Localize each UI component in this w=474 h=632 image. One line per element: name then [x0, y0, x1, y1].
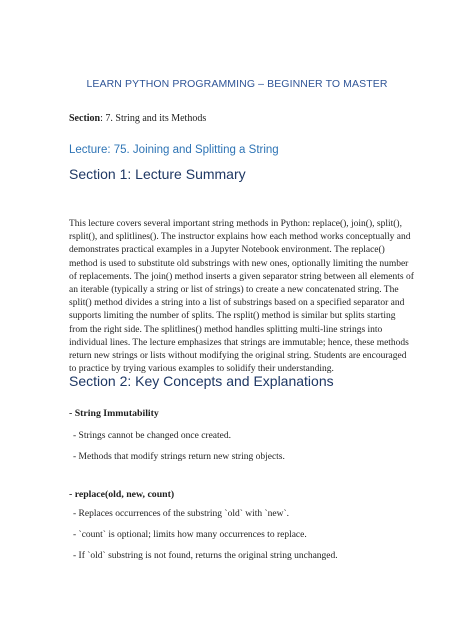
section-label: Section — [69, 113, 101, 124]
concept-item: - `count` is optional; limits how many occurrences to replace. — [73, 530, 307, 540]
section1-heading: Section 1: Lecture Summary — [69, 166, 246, 182]
section2-heading: Section 2: Key Concepts and Explanations — [69, 373, 334, 389]
concept-item: - Strings cannot be changed once created. — [73, 431, 232, 441]
concept-title: - String Immutability — [69, 408, 159, 419]
section-value: : 7. String and its Methods — [100, 113, 207, 124]
concept-item: - If `old` substring is not found, returns the original string unchanged. — [73, 551, 338, 561]
concept-item: - Replaces occurrences of the substring `old` with `new`. — [73, 509, 290, 519]
lecture-heading: Lecture: 75. Joining and Splitting a String — [69, 144, 279, 156]
summary-paragraph: This lecture covers several important string methods in Python: replace(), join(), split(), rsplit(), and splitlines(). The instructor explains how each method works conceptually and demonstrates practical examples in a Jupyter Notebook environment. The replace() method is used to substitute old substrings with new ones, optionally limiting the number of replacements. The join() method inserts a given separator string between all elements of an iterable (typically a string or list of strings) to create a new concatenated string. The split() method divides a string into a list of substrings based on a specified separator and supports limiting the number of splits. The rsplit() method is similar but splits starting from the right side. The splitlines() method handles splitting multi-line strings into individual lines. The lecture emphasizes that strings are immutable; hence, these methods return new strings or lists without modifying the original string. Students are encouraged to practice by trying various examples to solidify their understanding. — [69, 219, 414, 375]
concept-item: - Methods that modify strings return new string objects. — [73, 452, 285, 462]
section-line — [69, 113, 206, 124]
document-title: LEARN PYTHON PROGRAMMING – BEGINNER TO MASTER — [86, 78, 388, 90]
concept-title: - replace(old, new, count) — [69, 489, 175, 500]
